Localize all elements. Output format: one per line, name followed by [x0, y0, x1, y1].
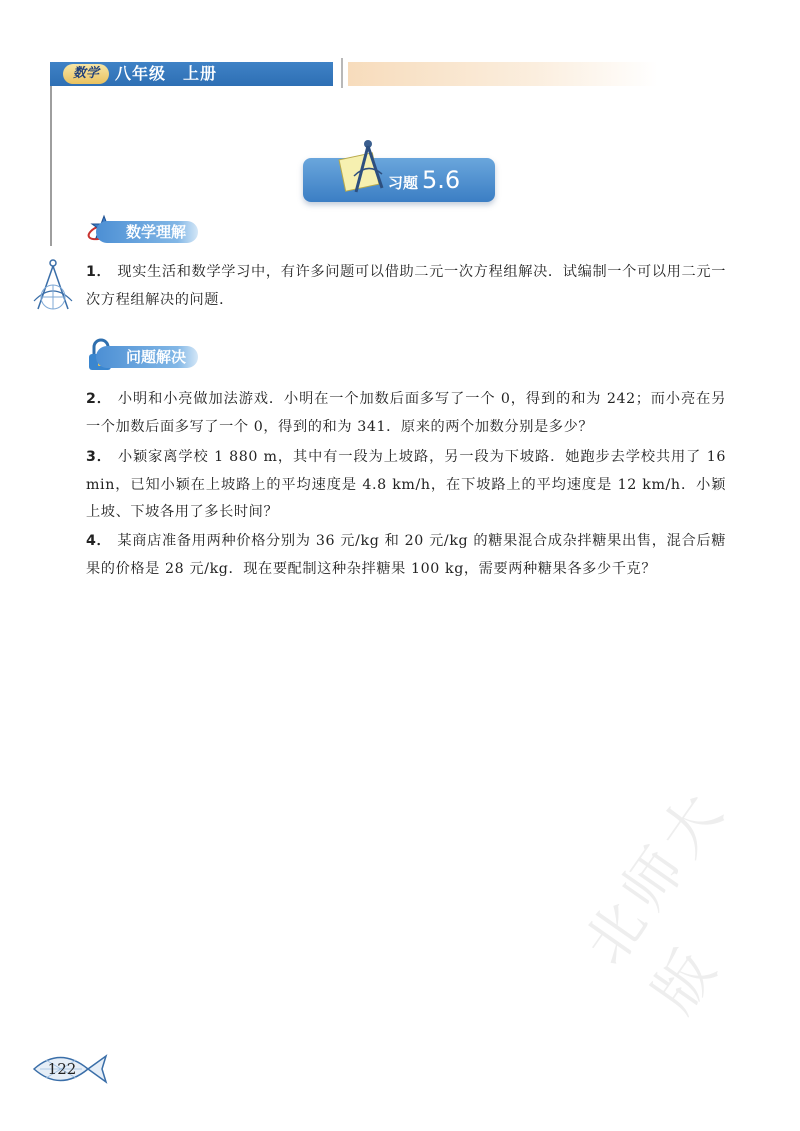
- problem-4-text: 某商店准备用两种价格分别为 36 元/kg 和 20 元/kg 的糖果混合成杂拌糖果出售，混合后糖果的价格是 28 元/kg．现在要配制这种杂拌糖果 100 kg，需要两种糖果各多少千克？: [86, 533, 726, 577]
- header-decoration: [348, 62, 658, 86]
- subject-badge: 数学: [63, 64, 109, 84]
- section-math-understanding: 数学理解: [96, 221, 198, 243]
- section-problem-solving: 问题解决: [96, 346, 198, 368]
- problem-2-text: 小明和小亮做加法游戏．小明在一个加数后面多写了一个 0，得到的和为 242；而小亮在另一个加数后面多写了一个 0，得到的和为 341．原来的两个加数分别是多少？: [86, 391, 726, 435]
- problem-3-number: 3．: [86, 449, 112, 465]
- problem-1-text: 现实生活和数学学习中，有许多问题可以借助二元一次方程组解决．试编制一个可以用二元一次方程组解决的问题．: [86, 264, 727, 308]
- problem-2-number: 2．: [86, 391, 112, 407]
- exercise-number: 5.6: [422, 166, 461, 194]
- header-separator: [341, 58, 343, 88]
- geometry-figure-icon: [28, 255, 78, 313]
- exercise-title: [388, 158, 460, 202]
- publisher-watermark: 北师大版: [570, 775, 740, 1025]
- problem-2: [86, 386, 726, 441]
- problem-4-number: 4．: [86, 533, 112, 549]
- margin-line: [50, 86, 52, 246]
- compass-icon: [336, 136, 392, 196]
- exercise-label: 习题: [388, 174, 419, 192]
- book-title: 八年级 上册: [115, 64, 218, 83]
- problem-1: [86, 259, 726, 314]
- problem-4: [86, 528, 726, 583]
- problem-3: [86, 444, 726, 527]
- page-number: 122: [47, 1060, 77, 1078]
- problem-3-text: 小颖家离学校 1 880 m，其中有一段为上坡路，另一段为下坡路．她跑步去学校共用了 16 min，已知小颖在上坡路上的平均速度是 4.8 km/h，在下坡路上的平均速度是 12 km/h．小颖上坡、下坡各用了多长时间？: [86, 449, 727, 520]
- problem-1-number: 1．: [86, 264, 112, 280]
